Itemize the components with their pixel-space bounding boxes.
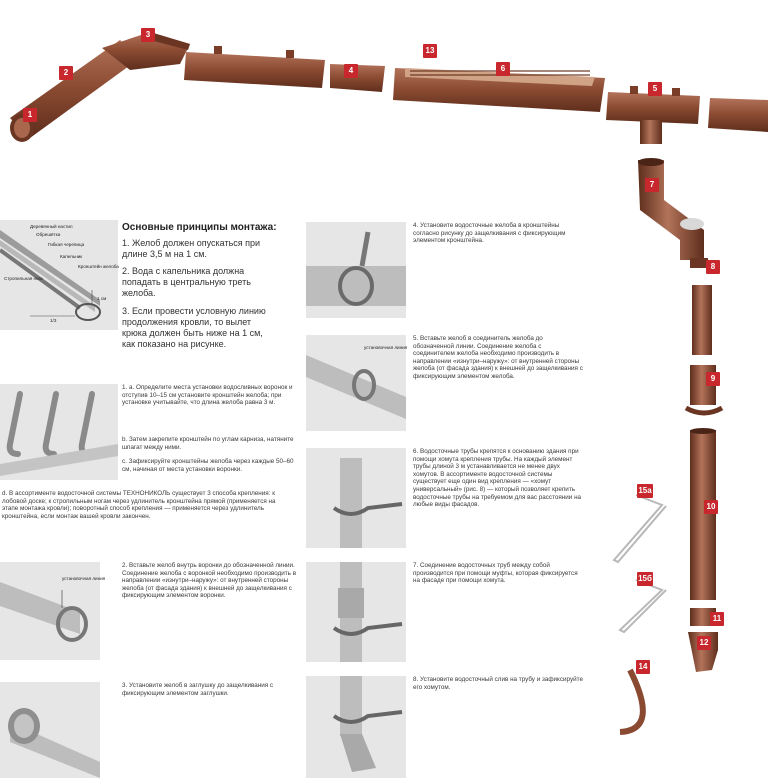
step-4: 4. Установите водосточные желоба в кронштейны согласно рисунку до защелкивания с фиксирующим элементом кронштейна.	[413, 222, 566, 245]
note-d: d. В ассортименте водосточной системы ТЕХНОНИКОЛЬ существует 3 способа крепления: к лобовой доске; к стропильным ногам через удлинитель кронштейна прямой (применяется на этапе монтажа кровли); поворотный способ крепления — применяется через удлинитель кронштейна, если монтаж вашей кровли закончен.	[2, 490, 276, 520]
step4-figure	[306, 222, 406, 318]
label-dim-third: 1/3	[50, 318, 57, 323]
gutter-connector-1	[184, 46, 325, 88]
principle-1: 1. Желоб должен опускаться при длине 3,5 м на 1 см.	[122, 238, 261, 259]
label-batten: Обрешётка	[36, 232, 61, 237]
pipe-long	[690, 430, 716, 600]
badge-3: 3	[141, 28, 155, 42]
downspout-illustration	[600, 150, 768, 778]
badge-7: 7	[645, 178, 659, 192]
elbow-part	[638, 160, 704, 260]
principles-title: Основные принципы монтажа:	[122, 222, 277, 233]
label-bracket: Кронштейн желоба	[78, 264, 119, 269]
step-8: 8. Установите водосточный слив на трубу и зафиксируйте его хомутом.	[413, 676, 583, 691]
step3-figure	[0, 682, 100, 778]
step7-figure	[306, 562, 406, 662]
principle-3: 3. Если провести условную линию продолжения кровли, то вылет крюка должен быть ниже на 1 см, как показано на рисунке.	[122, 306, 266, 349]
step-1c: c. Зафиксируйте кронштейны желоба через каждые 50–60 см, начиная от места установки воронки.	[122, 458, 294, 473]
step-1b: b. Затем закрепите кронштейн по углам карниза, натяните шпагат между ними.	[122, 436, 294, 451]
label-tile: Гибкая черепица	[48, 242, 85, 247]
step2-figure	[0, 562, 106, 660]
badge-2: 2	[59, 66, 73, 80]
roof-section-figure	[0, 220, 118, 330]
badge-13: 13	[423, 44, 437, 58]
badge-10: 10	[704, 500, 718, 514]
badge-14: 14	[636, 660, 650, 674]
step-3: 3. Установите желоб в заглушку до защелкивания с фиксирующим элементом заглушки.	[122, 682, 274, 697]
principle-2: 2. Вода с капельника должна попадать в центральную треть желоба.	[122, 266, 251, 298]
bracket-15a	[614, 495, 666, 562]
hook-14	[620, 670, 643, 732]
badge-1: 1	[23, 108, 37, 122]
badge-9: 9	[706, 372, 720, 386]
badge-11: 11	[710, 612, 724, 626]
brackets-figure	[0, 384, 118, 480]
step-1a: 1. a. Определите места установки водосливных воронок и отступив 10–15 см установите кронштейн желоба; при установке учитывайте, что длина желоба равна 3 м.	[122, 384, 293, 407]
label-roof-deck: Деревянный настил	[30, 224, 73, 229]
step-2: 2. Вставьте желоб внутрь воронки до обозначенной линии. Соединение желоба с воронкой необходимо производить в направлении «изнутри–наружу»: от внутренней стороны желоба (от фасада здания) к внешней до защелкивания с фиксирующим элементом воронки.	[122, 562, 297, 600]
step-7: 7. Соединение водосточных труб между собой производится при помощи муфты, которая фиксируется на фасаде при помощи хомута.	[413, 562, 578, 585]
step-6: 6. Водосточные трубы крепятся к основанию здания при помощи хомута крепления трубы. На каждый элемент трубы длиной 3 м устанавливается не менее двух хомутов. В ассортименте водосточной системы существует еще один вид крепления — «хомут универсальный» (рис. 8) — который позволяет крепить водосточные трубы на требуемом для вас расстоянии на любые виды фасадов.	[413, 448, 582, 509]
badge-15a: 15a	[637, 484, 653, 498]
step8-figure	[306, 676, 406, 778]
badge-4: 4	[344, 64, 358, 78]
label-rafter: Стропильная нога	[4, 276, 43, 281]
step-5: 5. Вставьте желоб в соединитель желоба до обозначенной линии. Соединение желоба с соединителем желоба необходимо производить в направлении «изнутри–наружу»: от внутренней стороны желоба (от фасада здания) к внешней до защелкивания с фиксирующим элементом желоба.	[413, 335, 583, 380]
label-dim-cm: 1 см	[97, 296, 107, 301]
install-line-label-5: установочная линия	[364, 345, 408, 350]
gutter-right-section	[708, 98, 768, 132]
badge-15b: 15б	[637, 572, 653, 586]
badge-8: 8	[706, 260, 720, 274]
step6-figure	[306, 448, 406, 548]
badge-6: 6	[496, 62, 510, 76]
label-drip: Капельник	[60, 254, 83, 259]
install-line-label-2: установочная линия	[62, 576, 106, 581]
bracket-15b	[620, 580, 666, 632]
badge-12: 12	[697, 636, 711, 650]
step5-figure	[306, 335, 406, 431]
pipe-short	[692, 285, 712, 355]
badge-5: 5	[648, 82, 662, 96]
